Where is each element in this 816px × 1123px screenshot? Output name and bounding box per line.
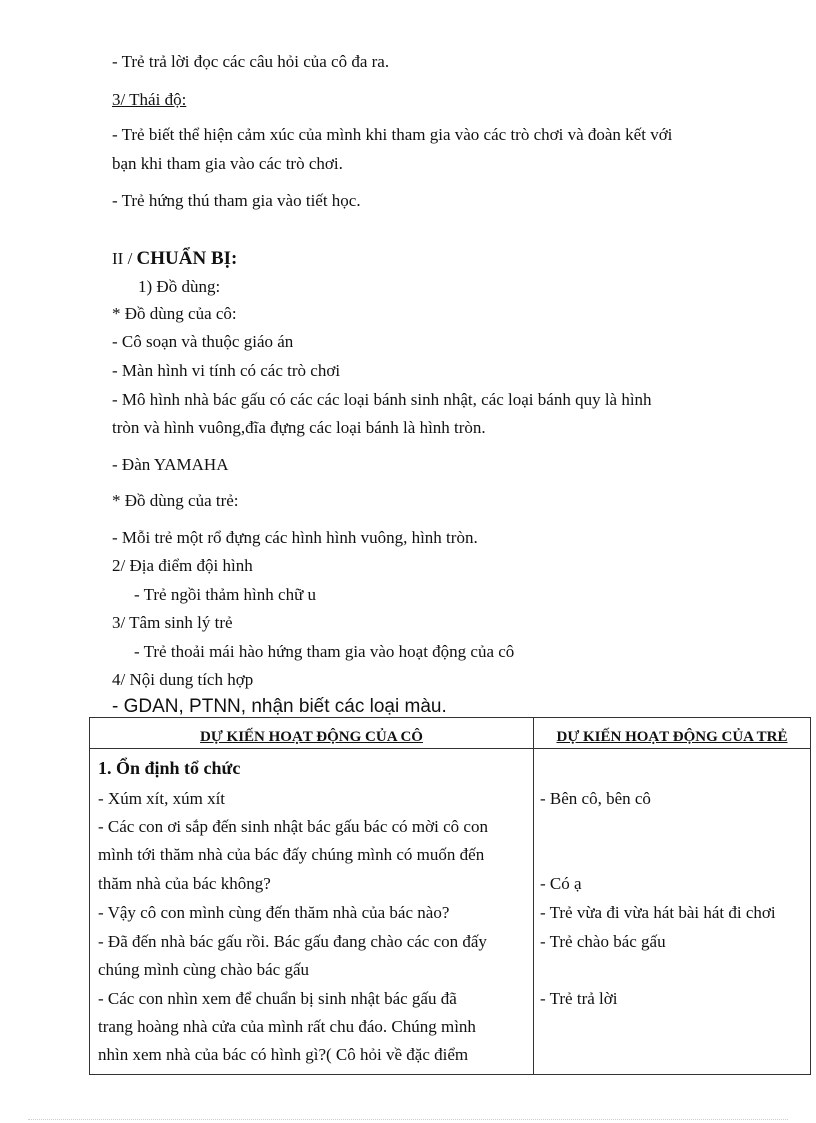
- cell-line: - Trẻ vừa đi vừa hát bài hát đi chơi: [540, 903, 776, 922]
- text-line: - Trẻ hứng thú tham gia vào tiết học.: [112, 191, 361, 210]
- page-bottom-divider: [28, 1119, 788, 1120]
- cell-line: - Vậy cô con mình cùng đến thăm nhà của bác nào?: [98, 903, 450, 922]
- section-heading-preparation: [112, 249, 237, 268]
- text-line: - Cô soạn và thuộc giáo án: [112, 332, 294, 351]
- text-line: * Đồ dùng của trẻ:: [112, 491, 239, 510]
- text-line: 1) Đồ dùng:: [138, 277, 221, 296]
- cell-line: - Các con ơi sắp đến sinh nhật bác gấu bác có mời cô con: [98, 817, 488, 836]
- section-heading-attitude: 3/ Thái độ:: [112, 90, 187, 109]
- text-line: tròn và hình vuông,đĩa đựng các loại bánh là hình tròn.: [112, 418, 486, 437]
- text-line: bạn khi tham gia vào các trò chơi.: [112, 154, 343, 173]
- teacher-activity-cell: [90, 749, 534, 1075]
- text-line: - Trẻ thoải mái hào hứng tham gia vào hoạt động của cô: [134, 642, 515, 661]
- cell-line: - Các con nhìn xem để chuẩn bị sinh nhật bác gấu đã: [98, 989, 457, 1008]
- cell-line: - Trẻ chào bác gấu: [540, 932, 666, 951]
- header-teacher-activity: DỰ KIẾN HOẠT ĐỘNG CỦA CÔ: [90, 718, 534, 749]
- cell-line: - Đã đến nhà bác gấu rồi. Bác gấu đang chào các con đấy: [98, 932, 487, 951]
- text-line: * Đồ dùng của cô:: [112, 304, 237, 323]
- table-header-row: [90, 718, 811, 749]
- text-line: - Mỗi trẻ một rổ đựng các hình hình vuông, hình tròn.: [112, 528, 478, 547]
- table-row: [90, 749, 811, 1075]
- text-line: 2/ Địa điểm đội hình: [112, 556, 253, 575]
- text-line: - Màn hình vi tính có các trò chơi: [112, 361, 341, 380]
- cell-line: mình tới thăm nhà của bác đấy chúng mình có muốn đến: [98, 845, 485, 864]
- header-child-activity: DỰ KIẾN HOẠT ĐỘNG CỦA TRẺ: [534, 718, 811, 749]
- text-line: - Mô hình nhà bác gấu có các các loại bánh sinh nhật, các loại bánh quy là hình: [112, 390, 652, 409]
- text-line: 3/ Tâm sinh lý trẻ: [112, 613, 233, 632]
- activity-heading: 1. Ổn định tổ chức: [98, 758, 241, 778]
- text-line: - Trẻ biết thể hiện cảm xúc của mình khi tham gia vào các trò chơi và đoàn kết với: [112, 125, 673, 144]
- cell-line: - Xúm xít, xúm xít: [98, 789, 226, 808]
- cell-line: chúng mình cùng chào bác gấu: [98, 960, 310, 979]
- section-title: CHUẨN BỊ:: [136, 248, 238, 269]
- cell-line: nhìn xem nhà của bác có hình gì?( Cô hỏi về đặc điểm: [98, 1045, 469, 1064]
- text-line: - Trẻ trả lời đọc các câu hỏi của cô đa ra.: [112, 52, 390, 71]
- text-line: - Đàn YAMAHA: [112, 455, 229, 474]
- child-activity-cell: [534, 749, 811, 1075]
- cell-line: thăm nhà của bác không?: [98, 874, 271, 893]
- text-line: - Trẻ ngồi thảm hình chữ u: [134, 585, 317, 604]
- text-line: - GDAN, PTNN, nhận biết các loại màu.: [112, 696, 447, 717]
- cell-line: - Trẻ trả lời: [540, 989, 618, 1008]
- section-number: II /: [112, 249, 137, 268]
- activity-plan-table: [89, 717, 811, 1075]
- cell-line: trang hoàng nhà cửa của mình rất chu đáo. Chúng mình: [98, 1017, 476, 1036]
- cell-line: - Bên cô, bên cô: [540, 789, 651, 808]
- text-line: 4/ Nội dung tích hợp: [112, 670, 254, 689]
- cell-line: - Có ạ: [540, 874, 582, 893]
